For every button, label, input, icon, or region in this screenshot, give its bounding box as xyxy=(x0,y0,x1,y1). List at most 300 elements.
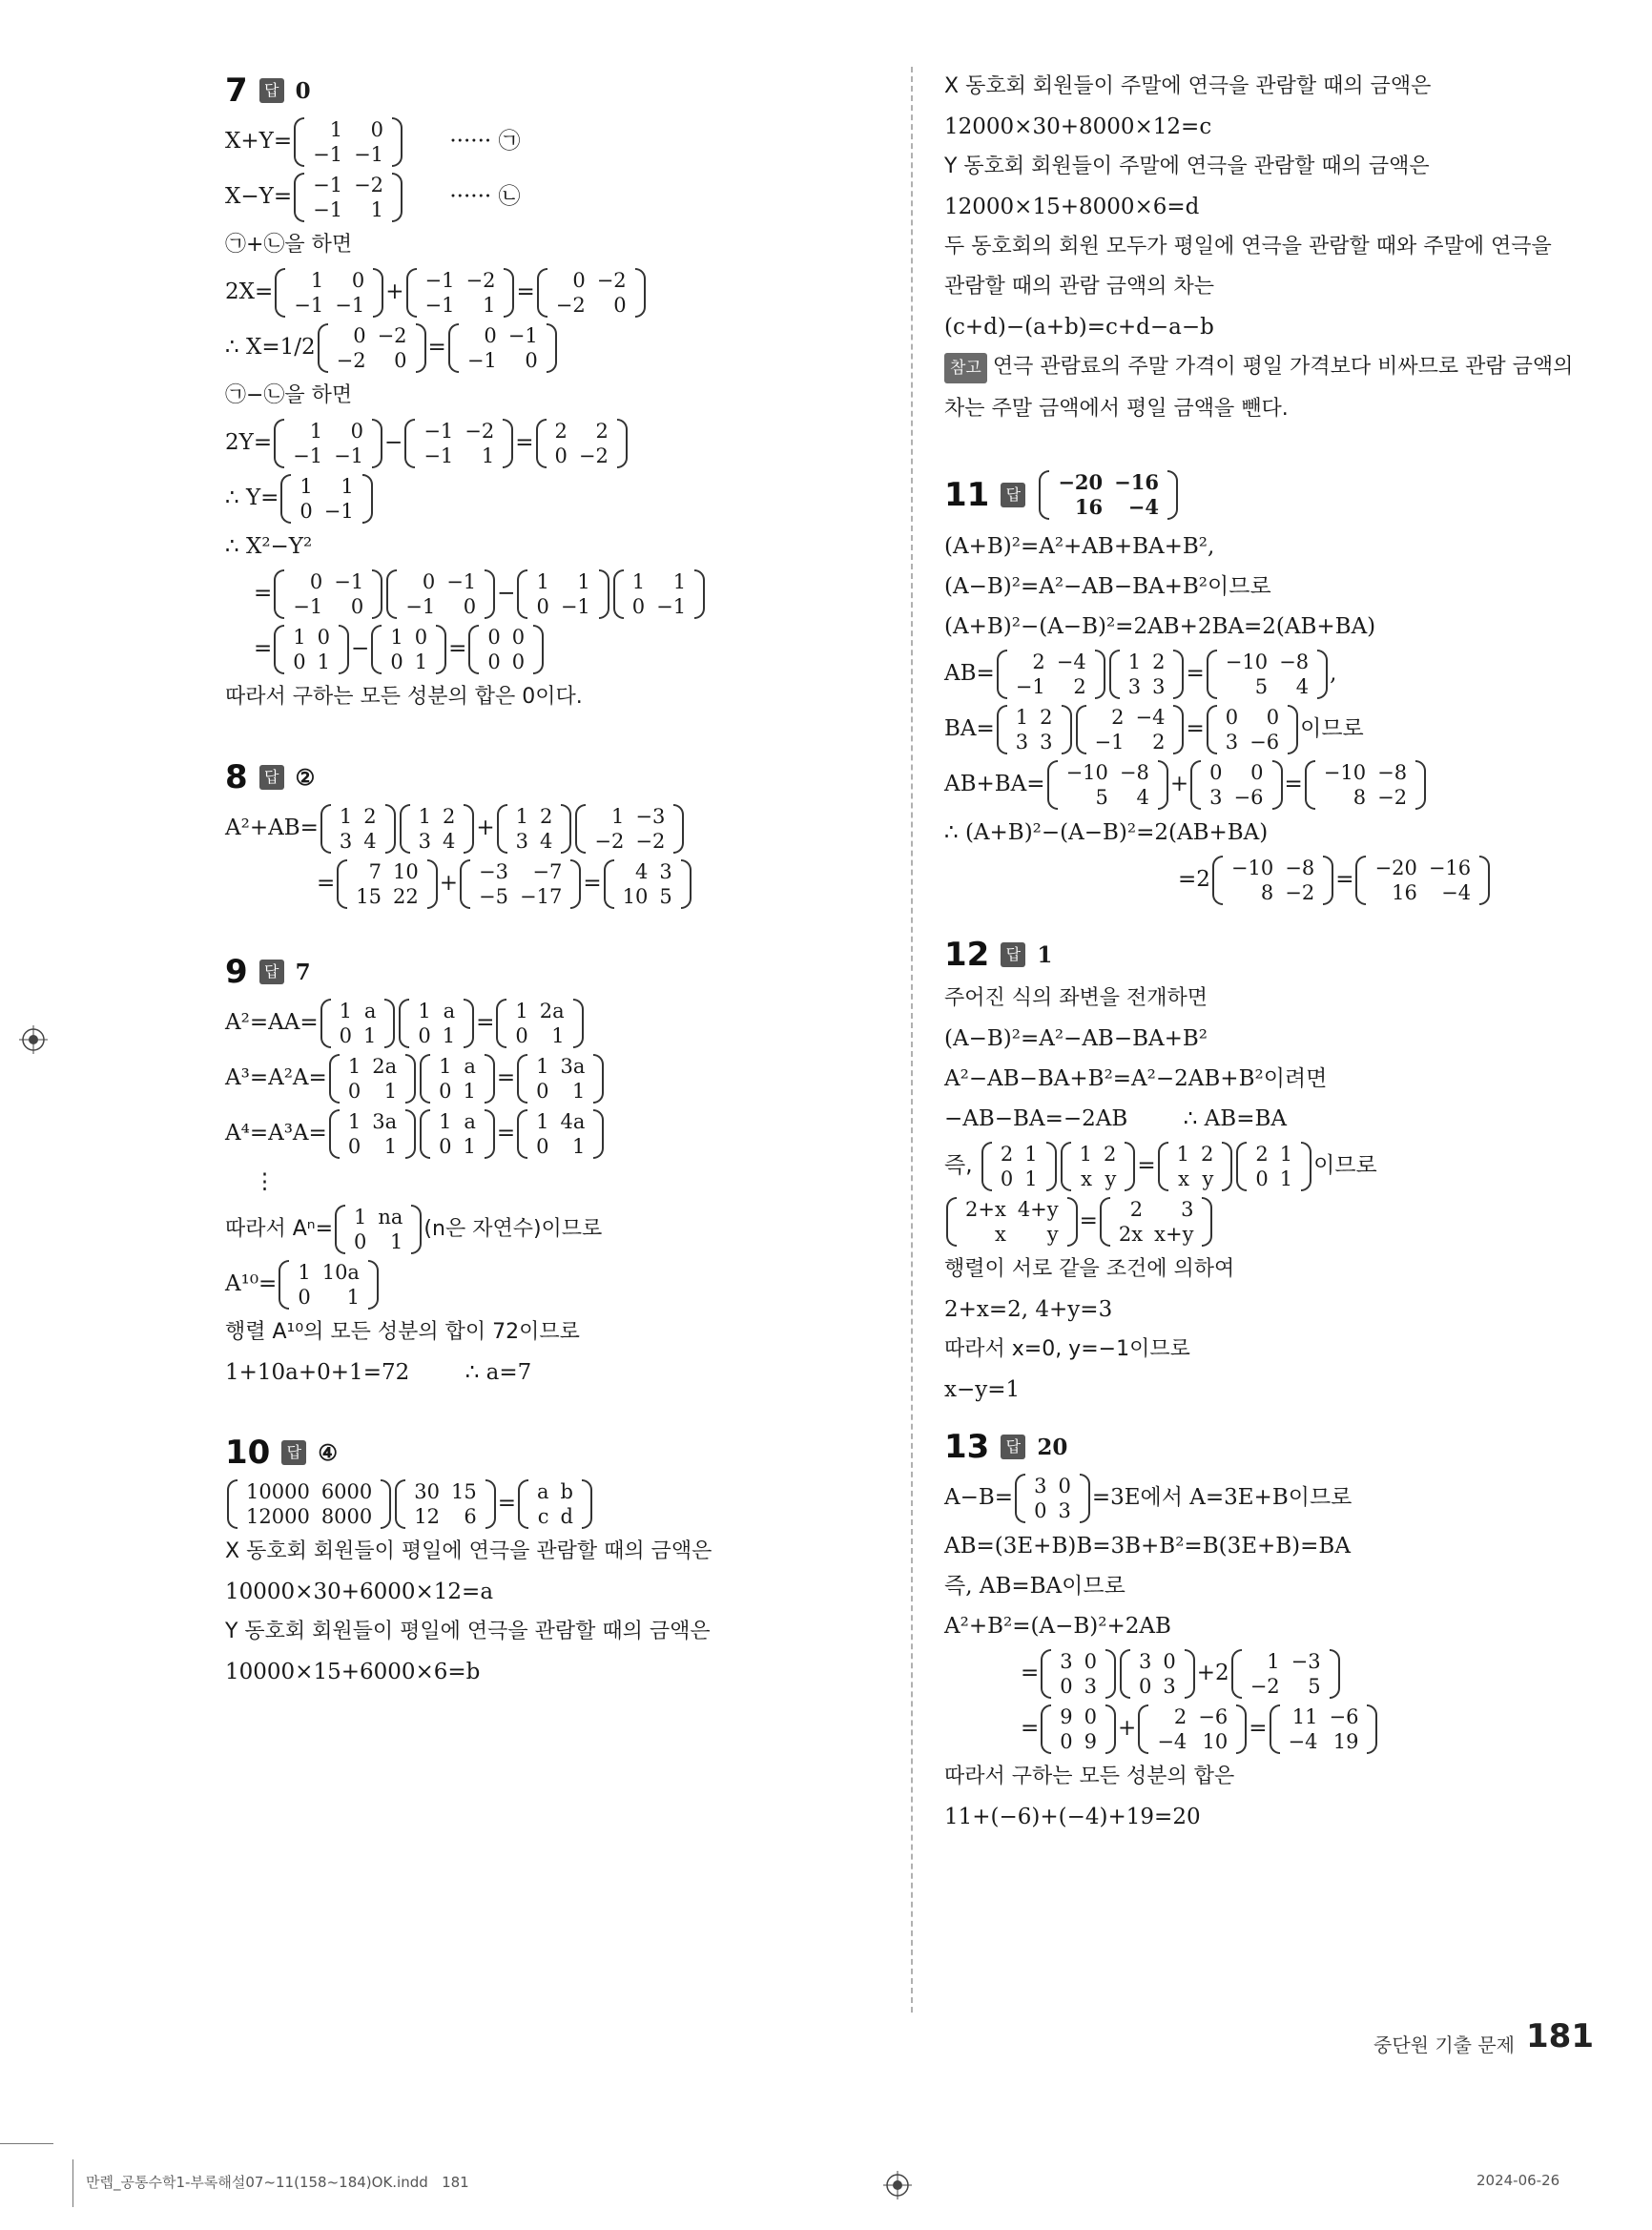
matrix-cell: 0 xyxy=(439,1135,452,1158)
matrix-cell: 0 xyxy=(1139,1675,1152,1698)
matrix-cell: 9 xyxy=(1060,1705,1073,1728)
op: = xyxy=(1021,1716,1040,1741)
matrix-cell: 2 xyxy=(554,420,568,443)
matrix xyxy=(274,419,382,468)
matrix-bracket xyxy=(1080,1474,1090,1523)
op: = xyxy=(254,636,273,661)
answer-tag: 답 xyxy=(1001,1435,1025,1459)
matrix-cell: 2+x xyxy=(965,1198,1006,1221)
matrix-bracket xyxy=(1301,1142,1311,1191)
matrix-cell: 0 xyxy=(554,444,568,467)
text-line: ∴ (A+B)²−(A−B)²=2(AB+BA) xyxy=(944,820,1269,845)
equation-line xyxy=(225,567,893,622)
matrix-cell: 15 xyxy=(356,885,382,908)
matrix-cell: 4 xyxy=(363,830,377,853)
matrix-cell: 1 xyxy=(515,1000,528,1022)
matrix-cell: 3 xyxy=(659,860,672,883)
matrix xyxy=(604,859,692,909)
matrix-cell: 0 xyxy=(484,324,497,347)
text-line: X 동호회 회원들이 주말에 연극을 관람할 때의 금액은 xyxy=(944,74,1432,98)
matrix xyxy=(448,323,557,373)
matrix-cell: a xyxy=(363,1000,377,1022)
expr: X−Y= xyxy=(225,184,293,209)
matrix xyxy=(496,999,583,1048)
matrix-bracket xyxy=(279,1260,289,1310)
equation-line xyxy=(944,1471,1612,1526)
matrix-cell: 1 xyxy=(346,1286,360,1309)
matrix-cell: 0 xyxy=(511,650,526,673)
equation-line xyxy=(225,320,893,376)
matrix-cell: 10 xyxy=(393,860,419,883)
matrix-cell: −4 xyxy=(1127,495,1159,519)
matrix-bracket xyxy=(275,268,285,318)
matrix-bracket xyxy=(1109,650,1120,699)
op: − xyxy=(384,430,403,455)
answer-tag: 답 xyxy=(259,78,284,103)
text-line: ㉠−㉡을 하면 xyxy=(225,383,353,407)
matrix-bracket xyxy=(1158,760,1168,810)
matrix-cell: −2 xyxy=(1377,786,1408,809)
text-line: 12000×30+8000×12=c xyxy=(944,114,1212,139)
matrix-cell: −4 xyxy=(1157,1730,1187,1753)
expr: X+Y= xyxy=(225,129,293,154)
matrix-cell: 0 xyxy=(511,626,526,649)
matrix-cell: 1 xyxy=(536,1055,549,1078)
matrix-cell: 8000 xyxy=(320,1505,373,1528)
expr: ∴ X= xyxy=(225,335,280,360)
matrix-bracket xyxy=(1105,1649,1116,1699)
matrix-cell: 2 xyxy=(540,805,553,828)
matrix-cell: −1 xyxy=(313,143,343,166)
matrix-cell: 22 xyxy=(393,885,419,908)
fraction: 1/2 xyxy=(279,335,316,360)
problem-12 xyxy=(944,931,1612,1410)
matrix-bracket xyxy=(448,323,459,373)
matrix-cell: 0 xyxy=(350,420,364,443)
matrix-bracket xyxy=(536,419,547,468)
op: + xyxy=(385,279,404,304)
matrix-cell: 0 xyxy=(394,349,407,372)
matrix-cell: 2a xyxy=(372,1055,398,1078)
matrix xyxy=(517,569,609,619)
problem-header xyxy=(944,1423,1612,1471)
matrix xyxy=(536,419,628,468)
matrix-bracket xyxy=(318,323,328,373)
matrix-cell: 3 xyxy=(339,830,353,853)
matrix-bracket xyxy=(1015,1474,1025,1523)
matrix-cell: x xyxy=(1081,1167,1092,1190)
op: = xyxy=(497,1491,517,1516)
op: + xyxy=(1169,772,1189,796)
matrix-bracket xyxy=(518,1479,528,1529)
matrix-cell: 1 xyxy=(1176,1143,1189,1166)
matrix-cell: −8 xyxy=(1285,857,1315,879)
text-line: 따라서 구하는 모든 성분의 합은 0이다. xyxy=(225,685,583,709)
matrix-cell: 3 xyxy=(1040,731,1053,754)
matrix-cell: −16 xyxy=(1428,857,1472,879)
matrix-cell: na xyxy=(378,1206,403,1229)
equation-line xyxy=(944,1646,1612,1702)
matrix-bracket xyxy=(337,859,347,909)
matrix xyxy=(395,1479,495,1529)
matrix xyxy=(1207,650,1328,699)
matrix-cell: 1 xyxy=(370,198,384,221)
matrix-bracket xyxy=(681,859,692,909)
matrix xyxy=(329,1109,416,1159)
matrix-bracket xyxy=(274,569,284,619)
matrix-cell: 0 xyxy=(613,294,627,317)
matrix-bracket xyxy=(604,859,614,909)
matrix-cell: 1 xyxy=(439,1055,452,1078)
matrix-bracket xyxy=(405,1054,416,1104)
op: = xyxy=(1021,1661,1040,1685)
matrix-bracket xyxy=(427,859,438,909)
matrix-cell: 4 xyxy=(1136,786,1149,809)
matrix-cell: c xyxy=(537,1505,549,1528)
note-line xyxy=(944,347,1612,389)
matrix-cell: 16 xyxy=(1392,881,1417,904)
column-divider xyxy=(911,67,913,2013)
op: = xyxy=(583,871,602,896)
text-line: (A−B)²=A²−AB−BA+B² xyxy=(944,1026,1208,1051)
matrix-bracket xyxy=(533,625,544,674)
matrix-bracket xyxy=(1355,856,1366,905)
matrix-bracket xyxy=(1173,650,1184,699)
note-line: 차는 주말 금액에서 평일 금액을 뺀다. xyxy=(944,397,1289,421)
matrix-cell: −1 xyxy=(466,349,497,372)
matrix-cell: 0 xyxy=(390,650,403,673)
matrix-cell: 0 xyxy=(422,570,436,593)
matrix-cell: 1 xyxy=(347,1110,361,1133)
matrix-cell: −2 xyxy=(336,349,366,372)
matrix-bracket xyxy=(561,804,571,854)
op: + xyxy=(476,816,495,840)
problem-header xyxy=(225,67,893,114)
matrix-cell: 3 xyxy=(1163,1675,1176,1698)
expr: =2 xyxy=(1178,867,1210,892)
text-line: AB=(3E+B)B=3B+B²=B(3E+B)=BA xyxy=(944,1534,1351,1559)
equation-line xyxy=(225,265,893,320)
text-line: 따라서 구하는 모든 성분의 합은 xyxy=(944,1765,1235,1788)
matrix-cell: 3 xyxy=(1034,1475,1047,1497)
text-line: x−y=1 xyxy=(944,1377,1021,1402)
matrix-bracket xyxy=(1222,1142,1232,1191)
answer-value: 20 xyxy=(1037,1434,1068,1460)
matrix-cell: 1 xyxy=(341,475,354,498)
ellipsis: ⋮ xyxy=(254,1169,276,1194)
matrix-bracket xyxy=(1415,760,1426,810)
matrix-cell: y xyxy=(1202,1167,1214,1190)
equation-line xyxy=(944,853,1612,908)
matrix-bracket xyxy=(1323,856,1333,905)
matrix xyxy=(420,1054,495,1104)
matrix xyxy=(275,268,383,318)
matrix-bracket xyxy=(392,173,403,222)
matrix-cell: 3 xyxy=(1060,1650,1073,1673)
matrix-cell: 0 xyxy=(414,626,428,649)
matrix-cell: 0 xyxy=(487,626,501,649)
matrix-cell: 1 xyxy=(672,570,687,593)
matrix xyxy=(997,650,1105,699)
matrix-cell: 0 xyxy=(347,1080,361,1103)
matrix-cell: 0 xyxy=(1209,761,1223,784)
matrix-cell: 5 xyxy=(1308,1675,1321,1698)
problem-header xyxy=(944,931,1612,979)
matrix-cell: 1 xyxy=(418,805,432,828)
matrix-bracket xyxy=(320,804,331,854)
matrix-cell: −1 xyxy=(423,420,454,443)
text-line: 12000×15+8000×6=d xyxy=(944,195,1200,219)
problem-header xyxy=(225,948,893,996)
op: + xyxy=(439,871,459,896)
matrix-bracket xyxy=(368,1260,379,1310)
matrix-bracket xyxy=(497,804,507,854)
text-line: 즉, AB=BA이므로 xyxy=(944,1574,1125,1599)
matrix-cell: −1 xyxy=(354,143,384,166)
matrix xyxy=(279,1260,379,1310)
problem-number: 9 xyxy=(225,953,248,991)
expr: , xyxy=(1330,661,1337,686)
equation-line xyxy=(944,1139,1612,1194)
matrix-cell: 0 xyxy=(351,269,365,292)
matrix-cell: −10 xyxy=(1323,761,1367,784)
matrix-cell: 0 xyxy=(1060,1730,1073,1753)
expr: =3E에서 A=3E+B이므로 xyxy=(1091,1485,1353,1510)
matrix-cell: 0 xyxy=(1225,706,1239,729)
text-line: X 동호회 회원들이 평일에 연극을 관람할 때의 금액은 xyxy=(225,1539,712,1563)
matrix-cell: 0 xyxy=(1163,1650,1176,1673)
matrix-bracket xyxy=(1167,470,1178,520)
answer-value: 7 xyxy=(295,959,311,985)
matrix-cell: 3 xyxy=(1181,1198,1194,1221)
matrix-bracket xyxy=(1212,856,1223,905)
expr: A¹⁰= xyxy=(225,1271,278,1296)
matrix-cell: 4 xyxy=(1295,675,1310,698)
text-line: −AB−BA=−2AB ∴ AB=BA xyxy=(944,1106,1287,1131)
matrix-bracket xyxy=(485,569,495,619)
matrix-cell: −1 xyxy=(293,444,323,467)
right-column xyxy=(944,67,1612,1837)
matrix-bracket xyxy=(399,999,409,1048)
matrix-cell: −2 xyxy=(555,294,586,317)
matrix-cell: −2 xyxy=(354,174,384,196)
matrix-cell: −2 xyxy=(578,444,609,467)
matrix-cell: x+y xyxy=(1154,1223,1194,1246)
matrix-bracket xyxy=(673,804,684,854)
matrix-cell: −2 xyxy=(1249,1675,1280,1698)
matrix-cell: y xyxy=(1105,1167,1117,1190)
op: +2 xyxy=(1196,1661,1229,1685)
matrix-cell: −1 xyxy=(313,198,343,221)
matrix-cell: a xyxy=(537,1480,549,1503)
equation-line xyxy=(944,1702,1612,1757)
matrix-cell: −8 xyxy=(1377,761,1408,784)
matrix-cell: y xyxy=(1046,1223,1059,1246)
answer-value: ④ xyxy=(318,1439,338,1466)
problem-10 xyxy=(225,1429,893,1692)
matrix xyxy=(1041,1704,1116,1754)
matrix-cell: d xyxy=(560,1505,573,1528)
matrix-bracket xyxy=(946,1197,957,1247)
matrix-bracket xyxy=(1120,1649,1130,1699)
matrix-cell: 1 xyxy=(1267,1650,1280,1673)
matrix-cell: −4 xyxy=(1441,881,1472,904)
matrix-cell: 2 xyxy=(363,805,377,828)
matrix-cell: 1 xyxy=(463,1135,476,1158)
op: = xyxy=(496,1065,516,1090)
matrix xyxy=(280,474,372,524)
equation-line xyxy=(225,622,893,677)
op: = xyxy=(1079,1208,1098,1233)
matrix-cell: 1 xyxy=(354,1206,367,1229)
matrix-bracket xyxy=(1041,1704,1051,1754)
matrix xyxy=(1120,1649,1195,1699)
matrix-cell: 9 xyxy=(1084,1730,1098,1753)
problem-header xyxy=(225,1429,893,1476)
text-line: 관람할 때의 관람 금액의 차는 xyxy=(944,275,1214,299)
matrix-cell: 0 xyxy=(525,349,538,372)
text-line: A²−AB−BA+B²=A²−2AB+B²이려면 xyxy=(944,1066,1328,1091)
matrix-cell: x xyxy=(994,1223,1006,1246)
expr: A²+AB= xyxy=(225,816,319,840)
matrix-cell: −1 xyxy=(424,294,455,317)
answer-value: 1 xyxy=(1037,941,1053,968)
matrix-cell: 1 xyxy=(1279,1167,1293,1190)
expr: 따라서 Aⁿ= xyxy=(225,1217,333,1241)
matrix-cell: 2 xyxy=(1201,1143,1214,1166)
matrix-cell: 1 xyxy=(572,1080,586,1103)
matrix-bracket xyxy=(294,117,304,167)
matrix-cell: 4+y xyxy=(1017,1198,1059,1221)
matrix-cell: −1 xyxy=(1094,731,1125,754)
matrix-cell: 5 xyxy=(659,885,672,908)
answer-tag: 답 xyxy=(259,960,284,984)
matrix xyxy=(400,804,475,854)
matrix-cell: 0 xyxy=(439,1080,452,1103)
matrix-bracket xyxy=(371,625,382,674)
matrix-cell: 3a xyxy=(560,1055,586,1078)
matrix-cell: 10000 xyxy=(246,1480,310,1503)
matrix-bracket xyxy=(1288,705,1298,754)
matrix-cell: 1 xyxy=(463,1080,476,1103)
matrix-bracket xyxy=(997,650,1007,699)
matrix-cell: 5 xyxy=(1095,786,1108,809)
matrix-cell: −4 xyxy=(1135,706,1166,729)
matrix-cell: 4 xyxy=(634,860,649,883)
matrix xyxy=(1041,1649,1116,1699)
matrix-cell: 2x xyxy=(1118,1223,1144,1246)
matrix-bracket xyxy=(1061,1142,1071,1191)
expr: 이므로 xyxy=(1300,716,1364,741)
matrix-cell: 2 xyxy=(1129,1198,1144,1221)
answer-tag: 답 xyxy=(259,765,284,790)
matrix-cell: 0 xyxy=(293,650,306,673)
expr: AB= xyxy=(944,661,995,686)
matrix-cell: 8 xyxy=(1260,881,1274,904)
op: = xyxy=(317,871,336,896)
matrix-cell: 1 xyxy=(362,1024,377,1047)
op: + xyxy=(1118,1716,1137,1741)
matrix-cell: −10 xyxy=(1230,857,1274,879)
matrix-cell: a xyxy=(464,1055,476,1078)
matrix-cell: 1 xyxy=(293,626,306,649)
matrix xyxy=(1109,650,1185,699)
matrix xyxy=(1190,760,1282,810)
matrix-bracket xyxy=(420,1109,430,1159)
problem-13 xyxy=(944,1423,1612,1837)
matrix-cell: 1 xyxy=(1024,1143,1038,1166)
matrix-cell: −1 xyxy=(334,570,364,593)
matrix-bracket xyxy=(362,474,373,524)
matrix-bracket xyxy=(1231,1649,1242,1699)
matrix-bracket xyxy=(404,419,415,468)
matrix-cell: 19 xyxy=(1332,1730,1359,1753)
matrix xyxy=(1138,1704,1247,1754)
matrix-bracket xyxy=(1236,1142,1247,1191)
problem-9 xyxy=(225,948,893,1393)
matrix-cell: 1 xyxy=(347,1055,361,1078)
matrix-bracket xyxy=(593,1109,604,1159)
matrix-cell: 1 xyxy=(1079,1143,1092,1166)
matrix-bracket xyxy=(485,1054,495,1104)
problem-header xyxy=(225,754,893,801)
matrix-cell: 1 xyxy=(1015,706,1029,729)
matrix-bracket xyxy=(485,1109,495,1159)
problem-number: 10 xyxy=(225,1434,271,1472)
matrix-bracket xyxy=(517,1054,527,1104)
text-line: 따라서 x=0, y=−1이므로 xyxy=(944,1337,1190,1361)
matrix-cell: 0 xyxy=(487,650,501,673)
matrix-bracket xyxy=(320,999,331,1048)
matrix-bracket xyxy=(1330,1649,1340,1699)
matrix xyxy=(294,117,403,167)
matrix-cell: 2 xyxy=(1000,1143,1014,1166)
text-line: 행렬이 서로 같을 조건에 의하여 xyxy=(944,1257,1235,1281)
matrix-bracket xyxy=(1041,1649,1051,1699)
matrix-bracket xyxy=(496,999,506,1048)
matrix xyxy=(1061,1142,1136,1191)
matrix-cell: 6 xyxy=(464,1505,477,1528)
matrix-cell: 6000 xyxy=(320,1480,373,1503)
matrix-cell: 12 xyxy=(414,1505,440,1528)
matrix-bracket xyxy=(1138,1704,1148,1754)
expr: (n은 자연수)이므로 xyxy=(423,1217,603,1241)
matrix-cell: 2 xyxy=(1255,1143,1269,1166)
matrix-cell: 4a xyxy=(560,1110,586,1133)
matrix-cell: 0 xyxy=(463,595,477,618)
matrix-bracket xyxy=(593,1054,604,1104)
expr: AB+BA= xyxy=(944,772,1045,796)
matrix-cell: −20 xyxy=(1058,470,1104,494)
matrix-cell: 0 xyxy=(536,1135,549,1158)
matrix-cell: 1 xyxy=(442,1024,456,1047)
matrix-bracket xyxy=(384,999,395,1048)
matrix-bracket xyxy=(372,419,382,468)
matrix-cell: 16 xyxy=(1074,495,1104,519)
matrix-cell: −2 xyxy=(594,830,625,853)
problem-8 xyxy=(225,754,893,912)
matrix-cell: −1 xyxy=(293,595,323,618)
matrix xyxy=(1270,1704,1378,1754)
matrix xyxy=(1076,705,1185,754)
matrix-bracket xyxy=(392,117,403,167)
matrix-cell: 0 xyxy=(339,1024,352,1047)
matrix-cell: −1 xyxy=(507,324,538,347)
text-line: (c+d)−(a+b)=c+d−a−b xyxy=(944,315,1214,340)
matrix-cell: 0 xyxy=(317,626,331,649)
matrix-bracket xyxy=(400,804,410,854)
matrix xyxy=(274,569,382,619)
